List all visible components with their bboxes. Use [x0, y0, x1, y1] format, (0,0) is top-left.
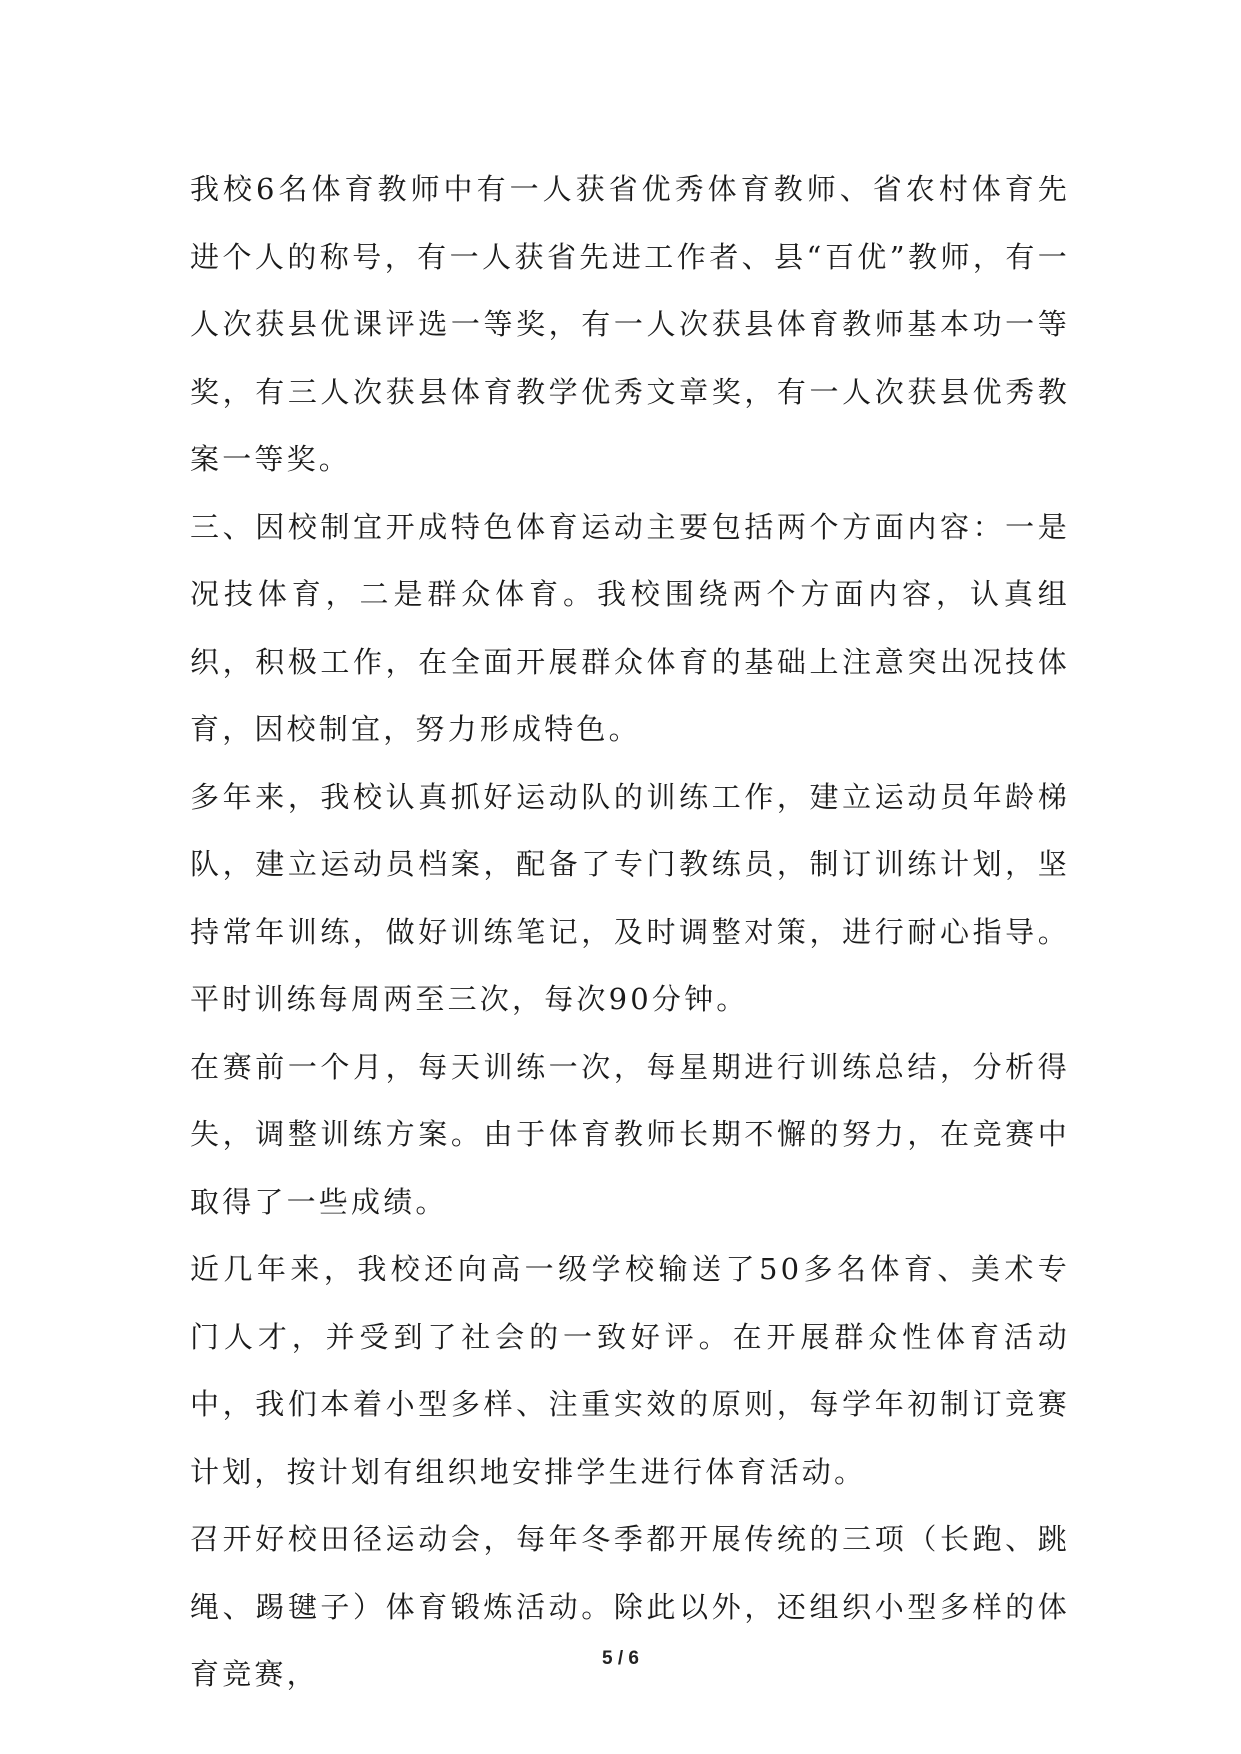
page-number: 5 / 6 — [602, 1648, 639, 1669]
paragraph-pre-competition: 在赛前一个月，每天训练一次，每星期进行训练总结，分析得失，调整训练方案。由于体育教师长期不懈的努力，在竞赛中取得了一些成绩。 — [190, 1049, 1070, 1219]
paragraph-school-sports-features: 三、因校制宜开成特色体育运动主要包括两个方面内容：一是况技体育，二是群众体育。我校围绕两个方面内容，认真组织，积极工作，在全面开展群众体育的基础上注意突出况技体育，因校制宜，努力形成特色。 — [190, 509, 1070, 746]
body-text — [190, 156, 1070, 1709]
paragraph-team-training: 多年来，我校认真抓好运动队的训练工作，建立运动员年龄梯队，建立运动员档案，配备了专门教练员，制订训练计划，坚持常年训练，做好训练笔记，及时调整对策，进行耐心指导。平时训练每周两至三次，每次90分钟。 — [190, 779, 1070, 1016]
paragraph-teacher-awards: 我校6名体育教师中有一人获省优秀体育教师、省农村体育先进个人的称号，有一人获省先进工作者、县“百优”教师，有一人次获县优课评选一等奖，有一人次获县体育教师基本功一等奖，有三人次获县体育教学优秀文章奖，有一人次获县优秀教案一等奖。 — [190, 172, 1070, 476]
paragraph-sports-meet: 召开好校田径运动会，每年冬季都开展传统的三项（长跑、跳绳、踢毽子）体育锻炼活动。除此以外，还组织小型多样的体育竞赛， — [190, 1522, 1070, 1691]
paragraph-talent-transfer: 近几年来，我校还向高一级学校输送了50多名体育、美术专门人才，并受到了社会的一致好评。在开展群众性体育活动中，我们本着小型多样、注重实效的原则，每学年初制订竞赛计划，按计划有组织地安排学生进行体育活动。 — [190, 1252, 1070, 1489]
